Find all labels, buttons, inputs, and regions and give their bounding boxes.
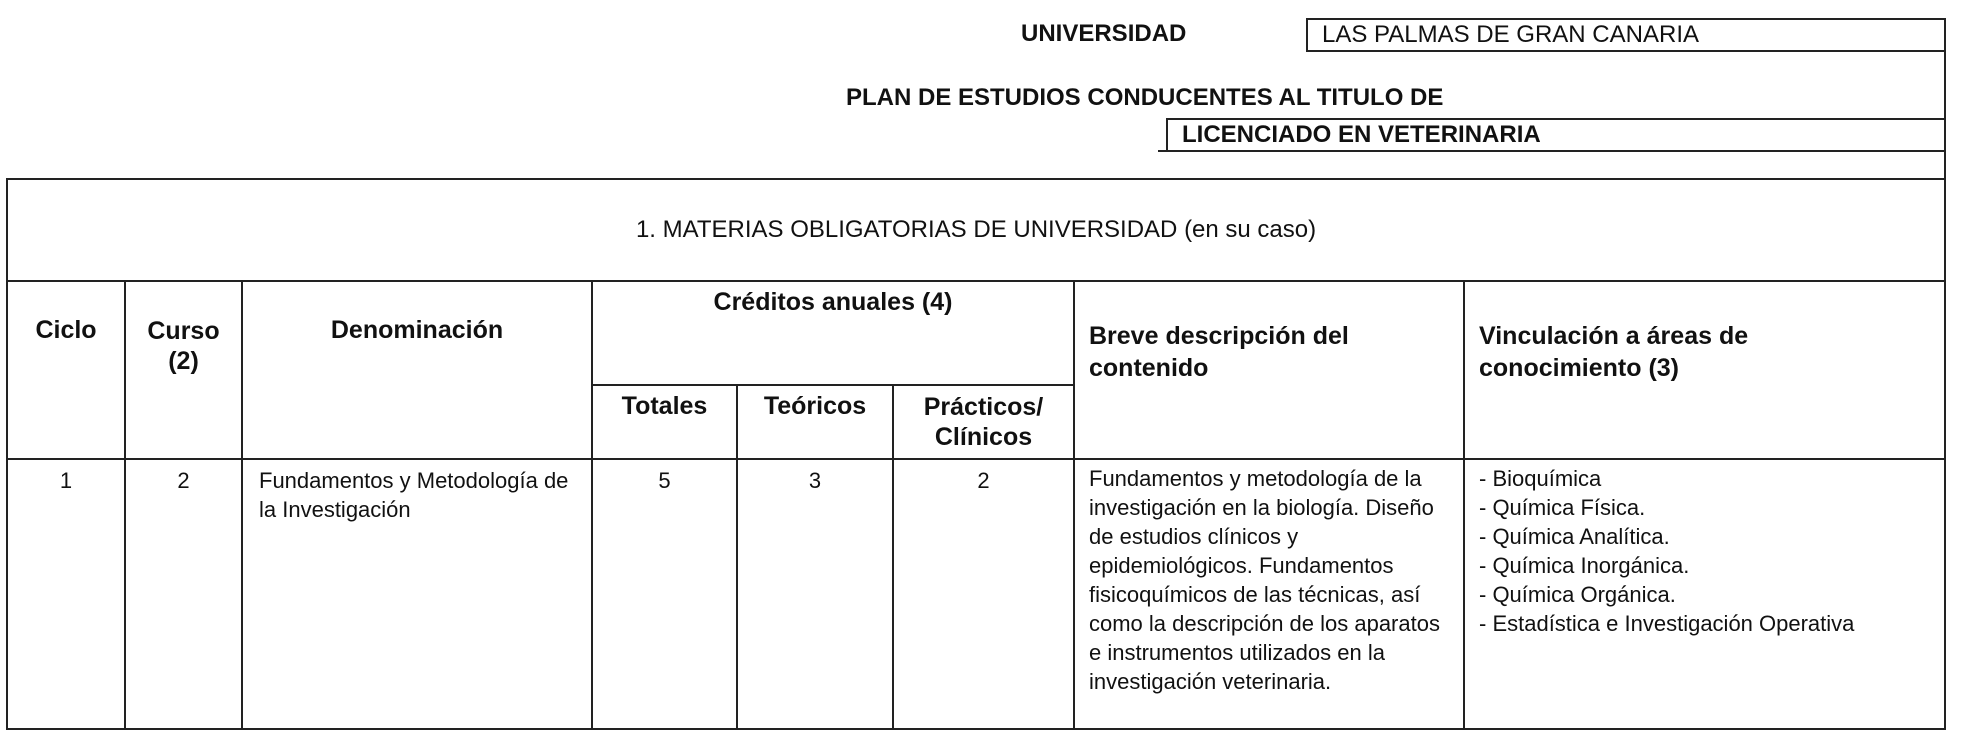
header-teoricos: Teóricos (737, 385, 893, 459)
header-curso (125, 281, 242, 459)
header-vinculacion-line1: Vinculación a áreas de (1479, 322, 1749, 350)
header-practicos-line1: Prácticos/ (923, 393, 1044, 421)
materias-table (6, 178, 1946, 730)
cell-ciclo: 1 (7, 459, 125, 729)
header-curso-label: Curso (147, 317, 220, 345)
section-title-suffix: (en su caso) (1184, 216, 1317, 243)
universidad-label: UNIVERSIDAD (1021, 20, 1187, 47)
header-creditos: Créditos anuales (4) (592, 281, 1074, 385)
area-item: - Química Física. (1479, 495, 1646, 520)
header-right-border (1944, 18, 1946, 180)
header-curso-note: (2) (168, 347, 199, 375)
table-row (7, 459, 1945, 729)
header-practicos-line2: Clínicos (934, 423, 1033, 451)
header-vinculacion-line2: conocimiento (3) (1479, 354, 1680, 382)
header-ciclo: Ciclo (7, 281, 125, 459)
header-descripcion (1074, 281, 1464, 459)
cell-curso: 2 (125, 459, 242, 729)
titulo-value: LICENCIADO EN VETERINARIA (1166, 118, 1946, 152)
section-title (7, 179, 1945, 281)
header-vinculacion (1464, 281, 1945, 459)
header-descripcion-line1: Breve descripción del (1089, 322, 1349, 350)
cell-totales: 5 (592, 459, 737, 729)
section-title-text: 1. MATERIAS OBLIGATORIAS DE UNIVERSIDAD (635, 216, 1178, 243)
cell-descripcion: Fundamentos y metodología de la investigación en la biología. Diseño de estudios clínicos y epidemiológicos. Fundamentos fisicoquímicos de las técnicas, así como la descripción de los aparatos e instrumentos utilizados en la investigación veterinaria. (1074, 459, 1464, 729)
plan-label: PLAN DE ESTUDIOS CONDUCENTES AL TITULO DE (846, 84, 1444, 111)
cell-practicos: 2 (893, 459, 1074, 729)
header-totales: Totales (592, 385, 737, 459)
universidad-value: LAS PALMAS DE GRAN CANARIA (1306, 18, 1946, 52)
cell-denominacion: Fundamentos y Metodología de la Investigación (242, 459, 592, 729)
area-item: - Química Orgánica. (1479, 582, 1676, 607)
area-item: - Estadística e Investigación Operativa (1479, 611, 1855, 636)
cell-teoricos: 3 (737, 459, 893, 729)
header-denominacion: Denominación (242, 281, 592, 459)
area-item: - Bioquímica (1479, 466, 1602, 491)
area-item: - Química Analítica. (1479, 524, 1670, 549)
header-descripcion-line2: contenido (1089, 354, 1209, 382)
area-item: - Química Inorgánica. (1479, 553, 1690, 578)
header-practicos (893, 385, 1074, 459)
cell-areas (1464, 459, 1945, 729)
